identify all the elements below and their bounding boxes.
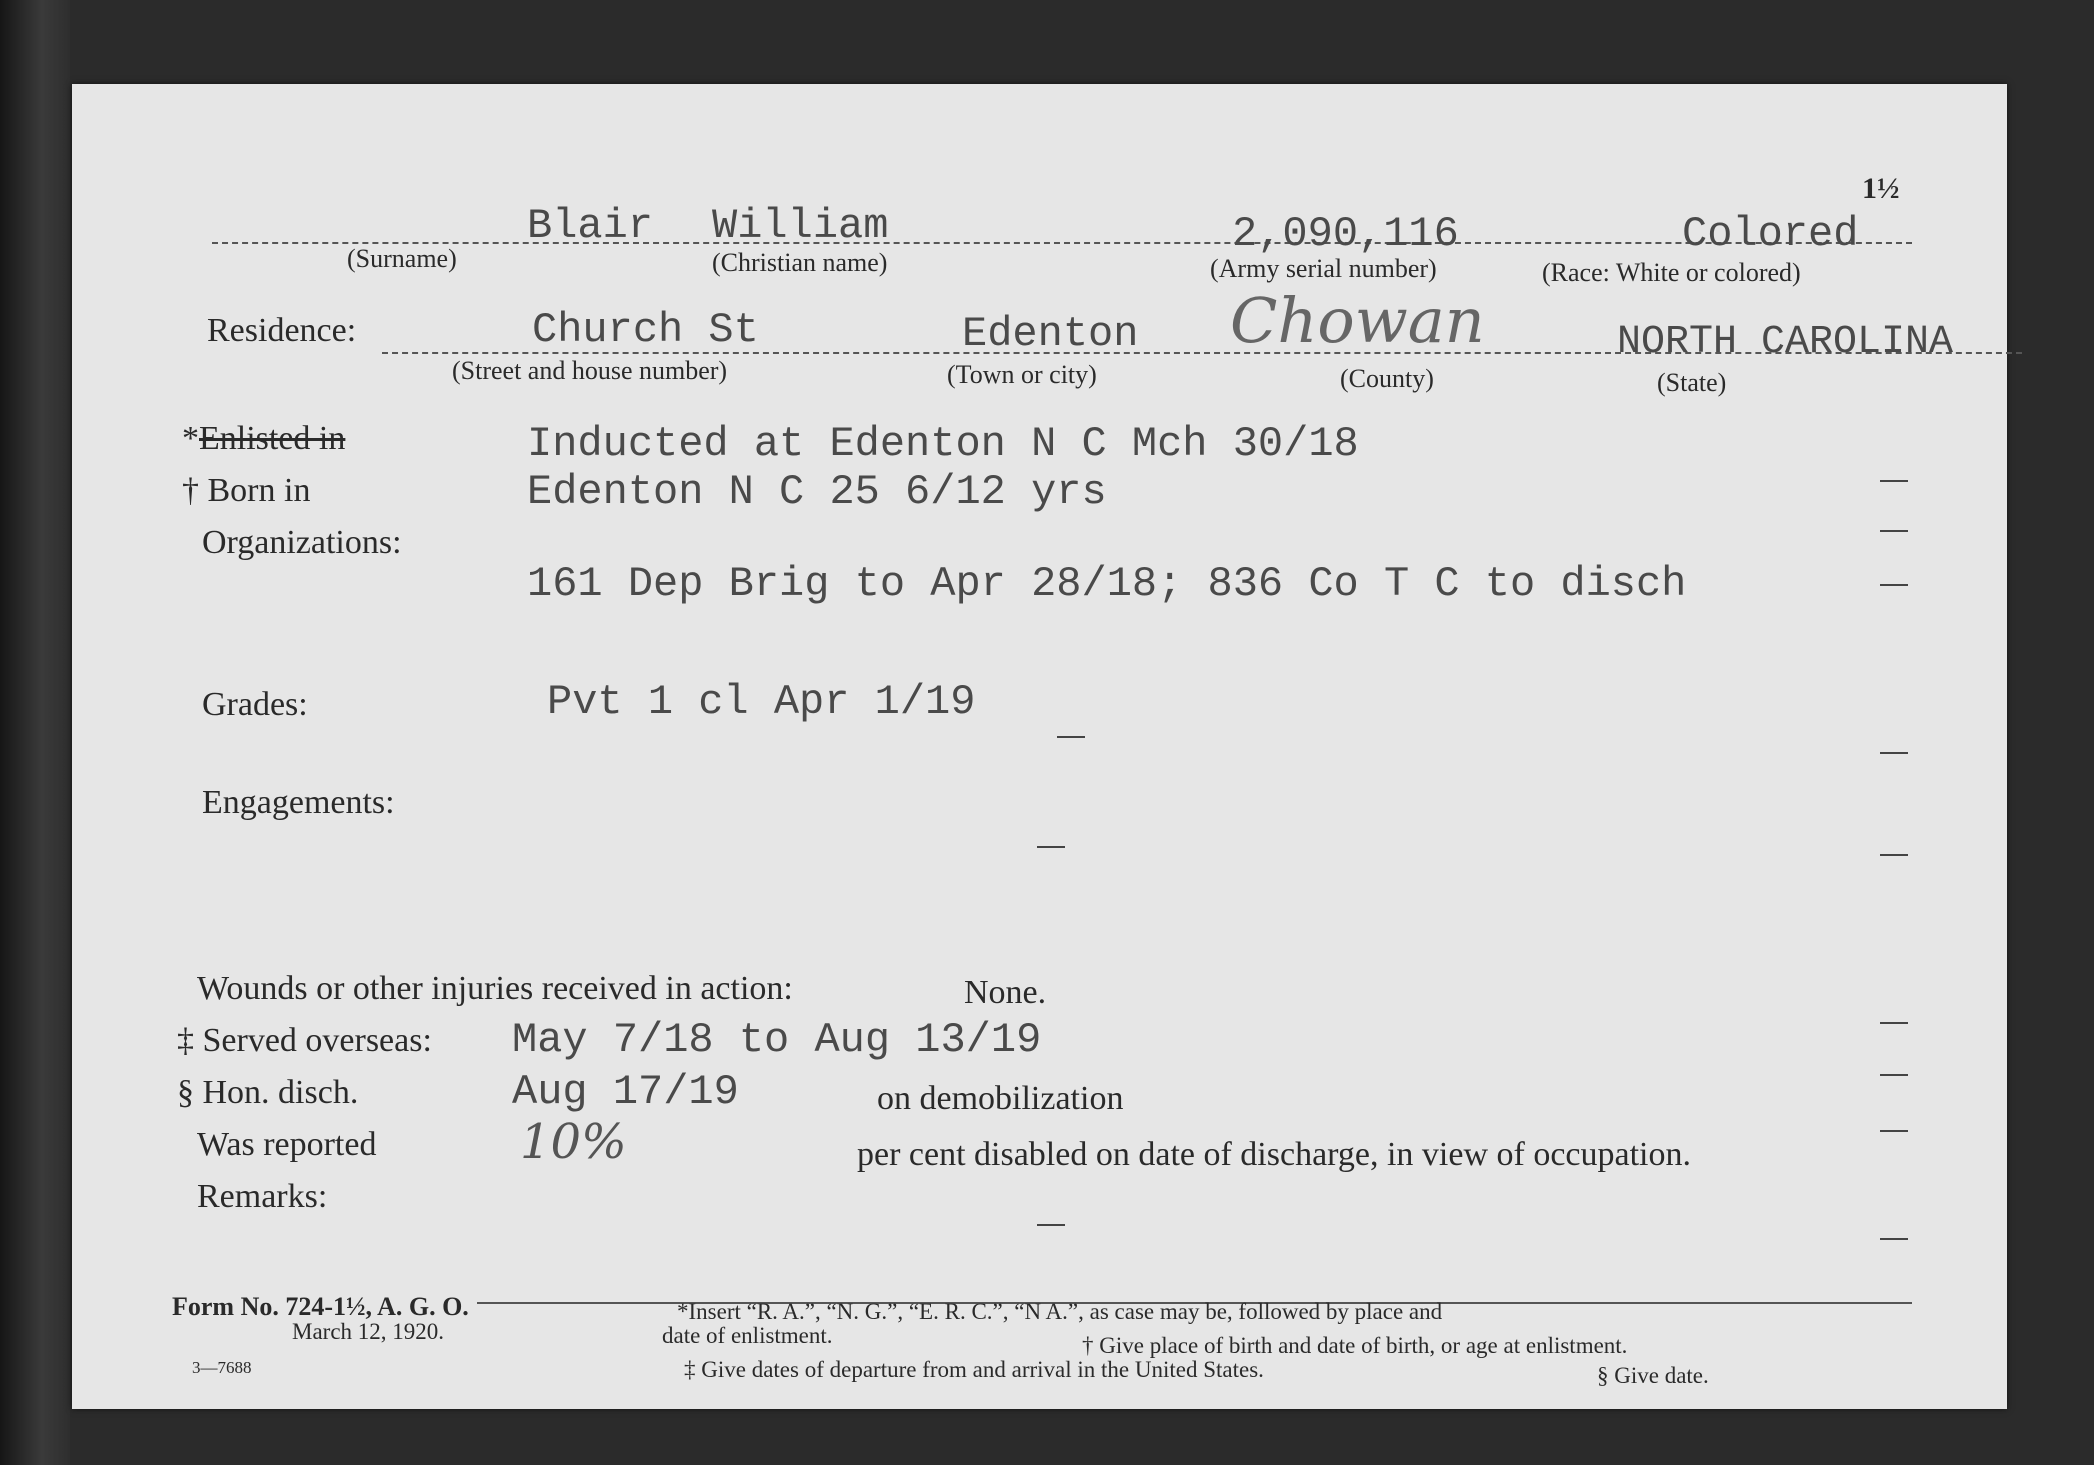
service-record-card (72, 84, 2007, 1409)
grades-dash (1057, 736, 1085, 738)
race-value: Colored (1682, 210, 1859, 258)
engagements-dash (1037, 846, 1065, 848)
footnote-4: § Give date. (1597, 1363, 1709, 1388)
margin-dash (1880, 854, 1908, 856)
margin-dash (1880, 752, 1908, 754)
margin-dash (1880, 480, 1908, 482)
footnote-3: ‡ Give dates of departure from and arrival in the United States. (684, 1357, 1264, 1382)
wounds-label: Wounds or other injuries received in action: (197, 970, 793, 1007)
enlisted-marker: * (182, 420, 199, 457)
county-value: Chowan (1230, 284, 1485, 357)
name-line (212, 242, 1912, 244)
print-code: 3—7688 (192, 1358, 252, 1377)
county-label: (County) (1340, 364, 1434, 393)
born-label: † Born in (182, 472, 311, 509)
scanner-frame (0, 0, 70, 1465)
footnote-1: *Insert “R. A.”, “N. G.”, “E. R. C.”, “N A.”, as case may be, followed by place and (677, 1299, 1443, 1324)
remarks-dash (1037, 1224, 1065, 1226)
surname-label: (Surname) (347, 244, 457, 273)
margin-dash (1880, 1238, 1908, 1240)
demobilization-text: on demobilization (877, 1080, 1124, 1117)
remarks-label: Remarks: (197, 1178, 328, 1215)
state-label: (State) (1657, 368, 1727, 397)
margin-dash (1880, 1130, 1908, 1132)
christian-name-value: William (712, 202, 889, 250)
organizations-value: 161 Dep Brig to Apr 28/18; 836 Co T C to disch (527, 560, 1687, 608)
form-date: March 12, 1920. (292, 1319, 445, 1344)
state-value: NORTH CAROLINA (1617, 320, 1954, 365)
disabled-text: per cent disabled on date of discharge, in view of occupation. (857, 1136, 1691, 1173)
residence-label: Residence: (207, 312, 357, 349)
serial-number-value: 2,090,116 (1232, 210, 1459, 258)
grades-label: Grades: (202, 686, 308, 723)
disabled-percent-value: 10% (520, 1114, 627, 1170)
town-value: Edenton (962, 310, 1139, 358)
born-value: Edenton N C 25 6/12 yrs (527, 468, 1107, 516)
race-label: (Race: White or colored) (1542, 258, 1801, 287)
margin-dash (1880, 1022, 1908, 1024)
surname-value: Blair (527, 202, 654, 250)
wounds-value: None. (964, 974, 1047, 1011)
street-label: (Street and house number) (452, 356, 728, 385)
margin-dash (1880, 584, 1908, 586)
footnote-1b: date of enlistment. (662, 1323, 833, 1348)
enlisted-label (182, 420, 345, 458)
grades-value: Pvt 1 cl Apr 1/19 (547, 678, 976, 726)
enlisted-value: Inducted at Edenton N C Mch 30/18 (527, 420, 1359, 468)
engagements-label: Engagements: (202, 784, 395, 821)
form-number: Form No. 724-1½, A. G. O. (172, 1292, 477, 1322)
corner-number: 1½ (1862, 172, 1900, 205)
street-value: Church St (532, 306, 759, 354)
margin-dash (1880, 530, 1908, 532)
enlisted-text: Enlisted in (199, 420, 346, 457)
overseas-label: ‡ Served overseas: (177, 1022, 432, 1059)
christian-name-label: (Christian name) (712, 248, 888, 277)
hon-disch-label: § Hon. disch. (177, 1074, 359, 1111)
serial-number-label: (Army serial number) (1210, 254, 1437, 283)
town-label: (Town or city) (947, 360, 1097, 389)
organizations-label: Organizations: (202, 524, 402, 561)
footnote-2: † Give place of birth and date of birth, or age at enlistment. (1082, 1333, 1628, 1358)
was-reported-label: Was reported (197, 1126, 377, 1163)
overseas-value: May 7/18 to Aug 13/19 (512, 1016, 1042, 1064)
hon-disch-value: Aug 17/19 (512, 1068, 739, 1116)
margin-dash (1880, 1074, 1908, 1076)
